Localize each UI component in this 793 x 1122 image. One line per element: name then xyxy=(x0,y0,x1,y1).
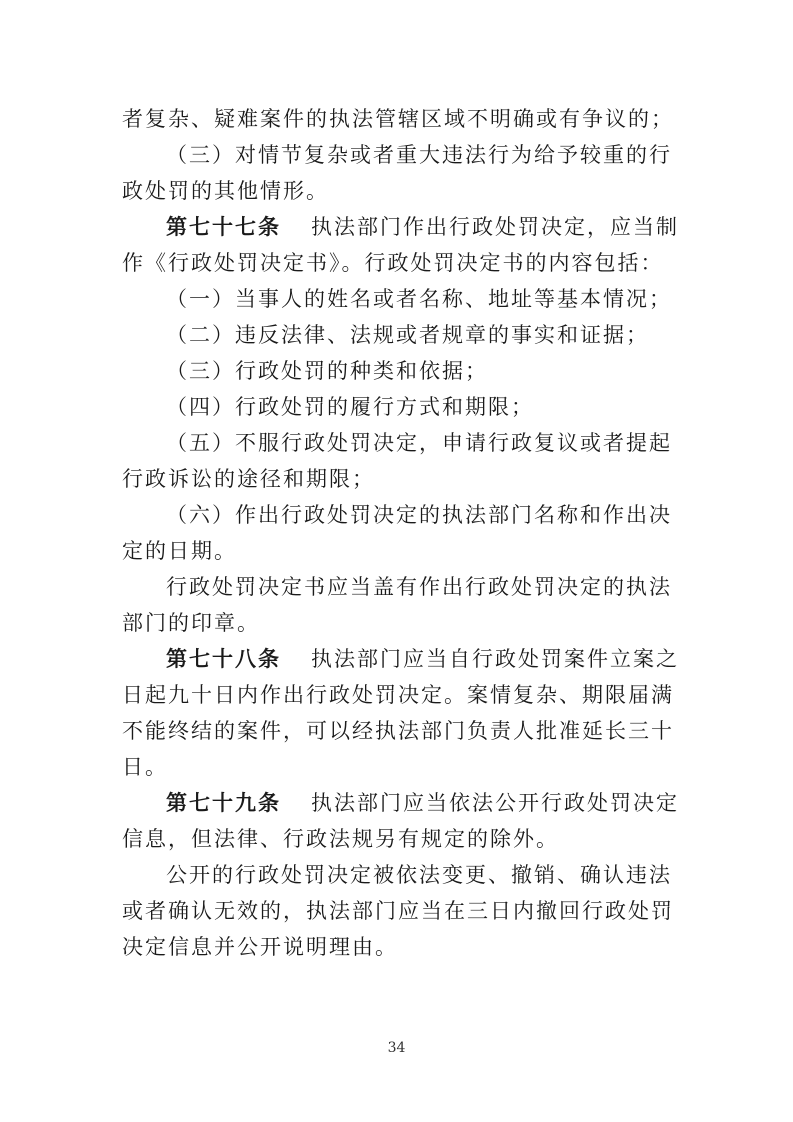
paragraph: 行政处罚决定书应当盖有作出行政处罚决定的执法部门的印章。 xyxy=(122,575,672,635)
body-text xyxy=(122,101,682,965)
list-item: （三）行政处罚的种类和依据； xyxy=(166,359,488,383)
page-number: 34 xyxy=(387,1040,406,1056)
article-label: 第七十九条 xyxy=(166,790,281,815)
list-item: （五）不服行政处罚决定，申请行政复议或者提起行政诉讼的途径和期限； xyxy=(122,431,672,491)
article-label: 第七十七条 xyxy=(166,214,281,239)
list-item: （二）违反法律、法规或者规章的事实和证据； xyxy=(166,323,649,347)
paragraph-continuation: 者复杂、疑难案件的执法管辖区域不明确或有争议的； xyxy=(122,107,674,131)
article-paragraph xyxy=(122,209,682,281)
list-item: （六）作出行政处罚决定的执法部门名称和作出决定的日期。 xyxy=(122,503,672,563)
paragraph: 公开的行政处罚决定被依法变更、撤销、确认违法或者确认无效的，执法部门应当在三日内撤回行政处罚决定信息并公开说明理由。 xyxy=(122,863,674,959)
article-text: 执法部门应当依法公开行政处罚决定信息，但法律、行政法规另有规定的除外。 xyxy=(122,791,679,851)
article-text: 执法部门作出行政处罚决定，应当制作《行政处罚决定书》。行政处罚决定书的内容包括： xyxy=(122,215,679,275)
list-item: （三）对情节复杂或者重大违法行为给予较重的行政处罚的其他情形。 xyxy=(122,143,672,203)
list-item: （四）行政处罚的履行方式和期限； xyxy=(166,395,534,419)
article-paragraph xyxy=(122,641,682,785)
article-label: 第七十八条 xyxy=(166,646,281,671)
list-item: （一）当事人的姓名或者名称、地址等基本情况； xyxy=(166,287,672,311)
article-text: 执法部门应当自行政处罚案件立案之日起九十日内作出行政处罚决定。案情复杂、期限届满不能终结的案件，可以经执法部门负责人批准延长三十日。 xyxy=(122,647,679,779)
article-paragraph xyxy=(122,785,682,857)
